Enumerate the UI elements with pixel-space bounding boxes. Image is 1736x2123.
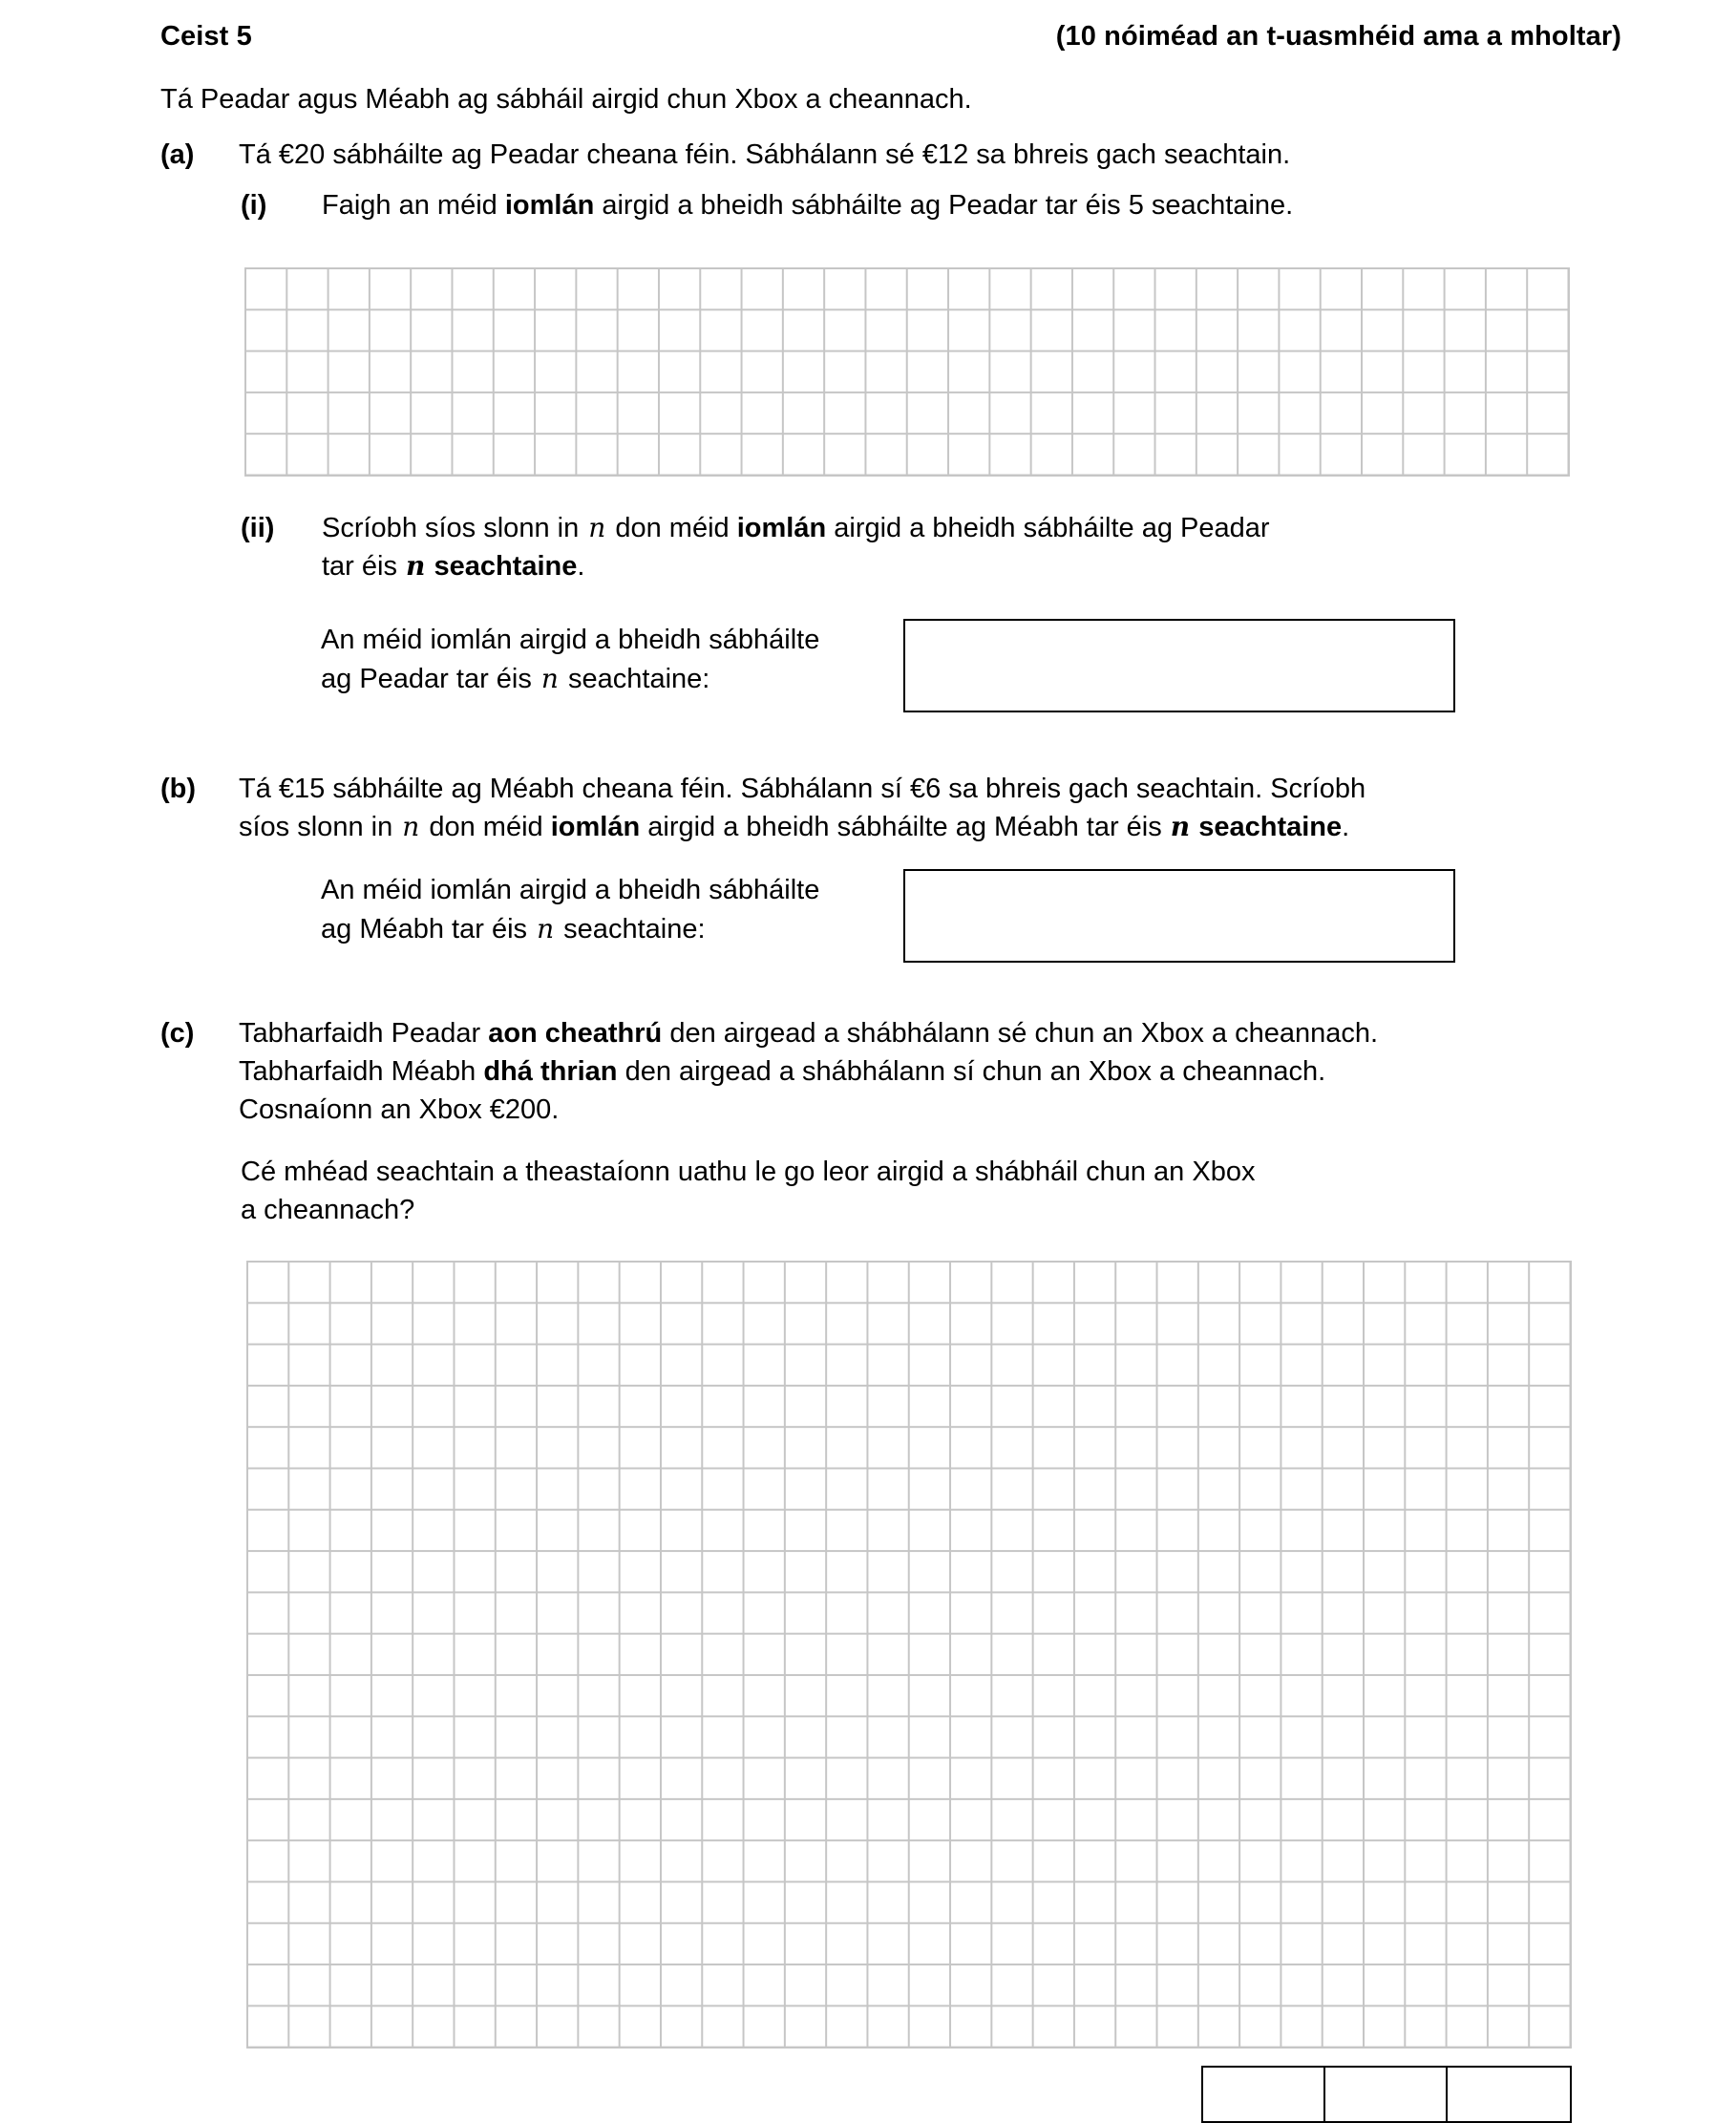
marking-cell[interactable] (1203, 2068, 1325, 2121)
answer-label-a-ii-line2-post: seachtaine: (560, 664, 710, 695)
part-b-text (239, 770, 1583, 846)
answer-box-a-ii[interactable] (903, 619, 1455, 712)
variable-n-bold: n (406, 550, 426, 583)
answer-label-b-line2-pre: ag Méabh tar éis (321, 914, 536, 945)
part-a-ii-emphasis: iomlán (736, 513, 827, 543)
work-grid-a-i[interactable] (244, 267, 1570, 477)
part-a-ii-text-1: Scríobh síos slonn in (322, 513, 587, 543)
part-c-question-line2: a cheannach? (241, 1195, 415, 1226)
intro-paragraph (160, 80, 1574, 118)
answer-label-b (321, 869, 903, 949)
marking-cell[interactable] (1325, 2068, 1448, 2121)
part-c-text (239, 1014, 1583, 1129)
part-a-ii-text-4: tar éis (322, 551, 406, 583)
part-b-line2-t1: síos slonn in (239, 812, 401, 843)
part-c-line3: Cosnaíonn an Xbox €200. (239, 1094, 560, 1126)
recommended-time-note: (10 nóiméad an t-uasmhéid ama a mholtar) (1055, 21, 1621, 52)
part-a-ii-label: (ii) (241, 513, 275, 543)
part-a-ii-text-5: . (577, 551, 585, 583)
part-c-label: (c) (160, 1018, 195, 1049)
part-a-ii (241, 509, 1511, 585)
answer-row-a-ii (321, 619, 1543, 712)
part-b-line2-t4: . (1342, 812, 1350, 843)
part-b-line2-t3: airgid a bheidh sábháilte ag Méabh tar éis (640, 812, 1170, 843)
answer-label-b-line1: An méid iomlán airgid a bheidh sábháilte (321, 875, 820, 905)
variable-n: n (537, 913, 555, 945)
part-c-line1-t1: Tabharfaidh Peadar (239, 1018, 489, 1049)
part-a-i-text (322, 186, 1577, 224)
variable-n: n (540, 663, 559, 695)
part-c-emphasis-2: dhá thrian (483, 1056, 618, 1088)
answer-label-a-ii-line1: An méid iomlán airgid a bheidh sábháilte (321, 625, 820, 655)
part-c-line1-t2: den airgead a shábhálann sé chun an Xbox a cheannach. (662, 1018, 1379, 1049)
part-b-line2-t2: don méid (421, 812, 551, 843)
variable-n: n (588, 512, 606, 543)
answer-box-b[interactable] (903, 869, 1455, 963)
part-c-question (241, 1153, 1577, 1229)
part-a-stem: Tá €20 sábháilte ag Peadar cheana féin. Sábhálann sé €12 sa bhreis gach seachtain. (239, 139, 1291, 170)
part-a-ii-text (322, 509, 1511, 585)
answer-row-b (321, 869, 1543, 963)
part-a (160, 136, 1574, 174)
part-c (160, 1014, 1583, 1129)
part-b-label: (b) (160, 774, 197, 804)
part-b-line1: Tá €15 sábháilte ag Méabh cheana féin. Sábhálann sí €6 sa bhreis gach seachtain. Scríobh (239, 774, 1366, 804)
page-header (160, 17, 1621, 55)
intro-text: Tá Peadar agus Méabh ag sábháil airgid chun Xbox a cheannach. (160, 84, 972, 115)
part-a-i (241, 186, 1577, 224)
answer-label-b-line2-post: seachtaine: (556, 914, 706, 945)
part-a-i-label: (i) (241, 190, 267, 221)
question-number: Ceist 5 (160, 21, 252, 52)
part-a-ii-text-2: don méid (607, 513, 737, 543)
part-a-ii-text-3: airgid a bheidh sábháilte ag Peadar (826, 513, 1270, 543)
marking-table (1201, 2066, 1572, 2123)
part-b-emphasis-1: iomlán (550, 812, 641, 843)
part-a-i-text-2: airgid a bheidh sábháilte ag Peadar tar éis 5 seachtaine. (594, 190, 1294, 221)
part-a-i-emphasis: iomlán (504, 190, 595, 221)
part-c-question-line1: Cé mhéad seachtain a theastaíonn uathu le go leor airgid a shábháil chun an Xbox (241, 1157, 1256, 1187)
variable-n: n (402, 811, 420, 843)
part-c-line2-t2: den airgead a shábhálann sí chun an Xbox a cheannach. (617, 1056, 1326, 1088)
marking-cell[interactable] (1448, 2068, 1570, 2121)
work-grid-c[interactable] (246, 1261, 1572, 2049)
part-b (160, 770, 1583, 846)
part-a-label: (a) (160, 139, 195, 170)
part-b-emphasis-2: seachtaine (1191, 812, 1343, 843)
part-c-emphasis-1: aon cheathrú (488, 1018, 663, 1049)
part-a-ii-emphasis-2: seachtaine (426, 551, 578, 583)
part-c-line2-t1: Tabharfaidh Méabh (239, 1056, 484, 1088)
variable-n-bold: n (1170, 811, 1191, 843)
answer-label-a-ii (321, 619, 903, 699)
part-a-i-text-1: Faigh an méid (322, 190, 505, 221)
answer-label-a-ii-line2-pre: ag Peadar tar éis (321, 664, 540, 695)
